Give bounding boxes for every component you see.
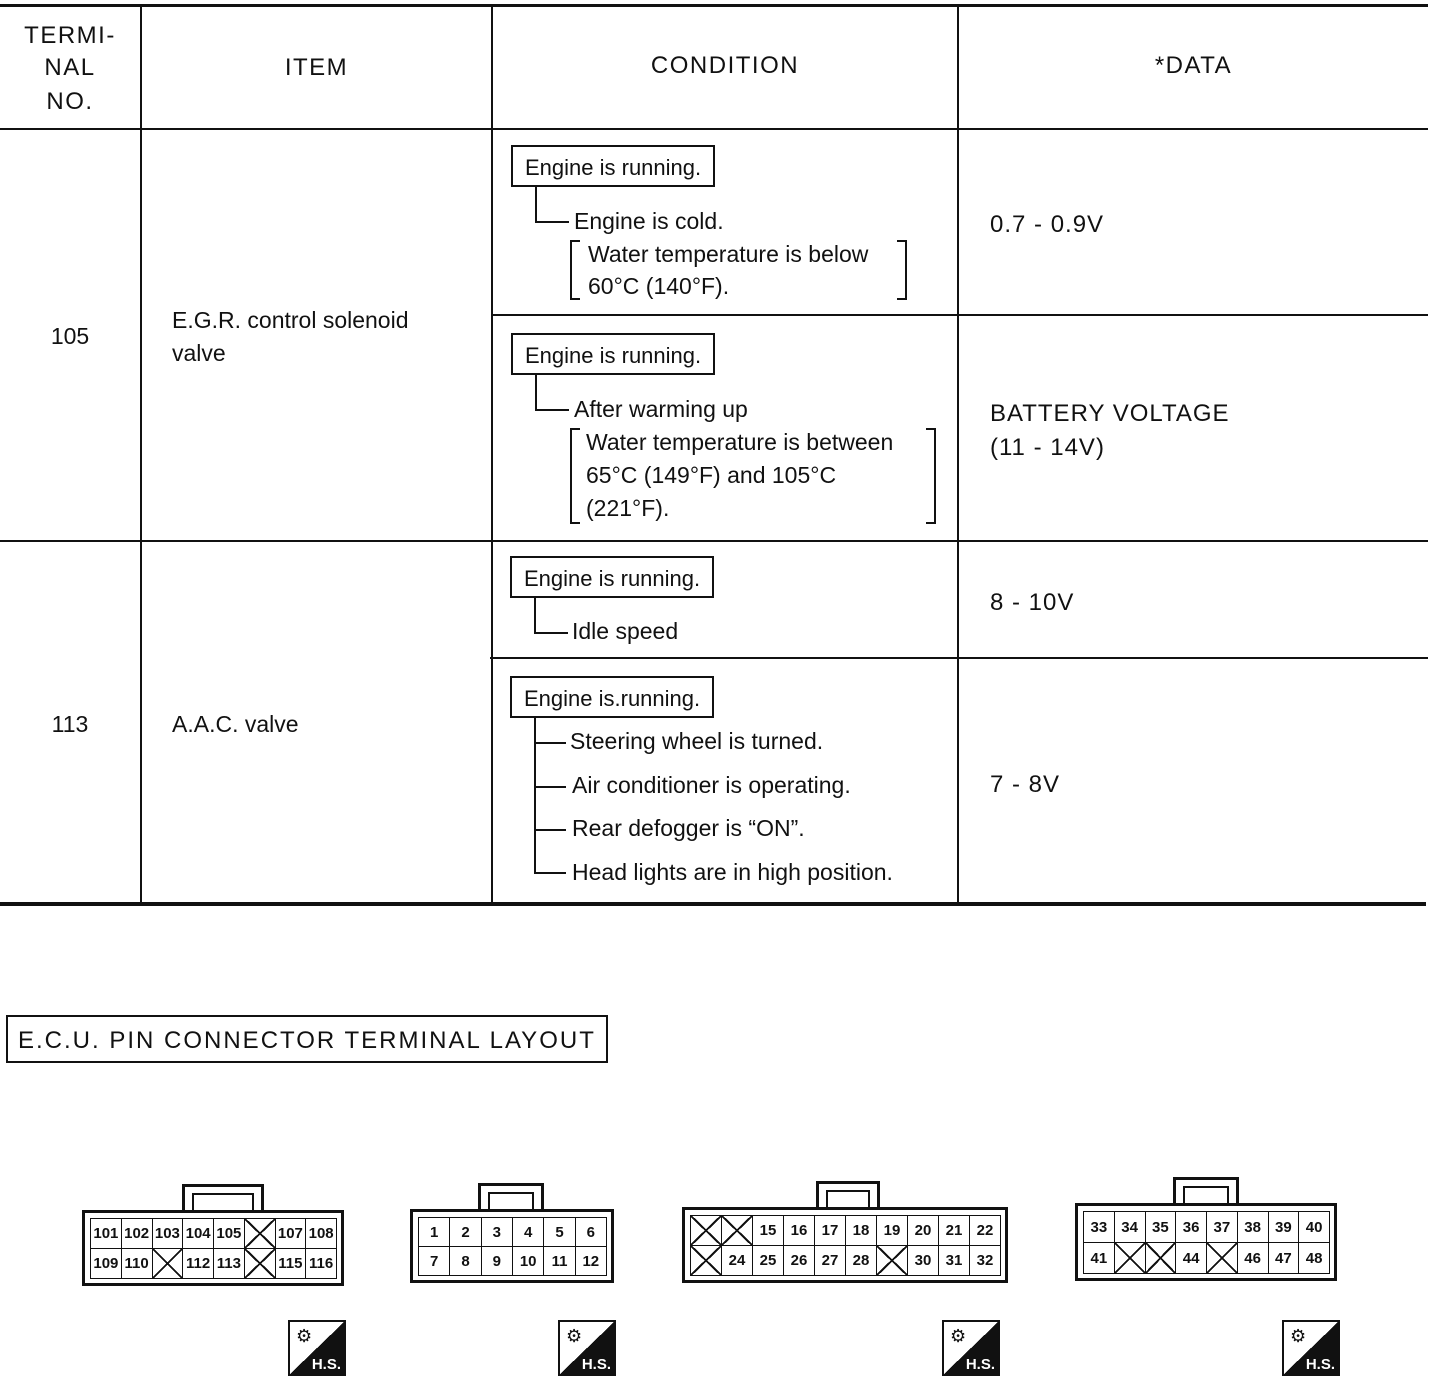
header-terminal-line1: TERMI-: [24, 22, 116, 49]
col-divider-3: [957, 6, 959, 904]
bracket-right: [926, 428, 936, 524]
pin-cell: 104: [182, 1218, 214, 1249]
bracket-line: 60°C (140°F).: [588, 273, 730, 299]
header-item: ITEM: [284, 54, 349, 81]
hs-label: H.S.: [965, 1356, 995, 1373]
pin-cell: 103: [152, 1218, 184, 1249]
tree-branch-line: [534, 742, 566, 744]
empty-pin-cell: [152, 1248, 184, 1279]
pin-cell: 39: [1268, 1211, 1300, 1243]
bracket-line: Water temperature is below: [588, 241, 869, 267]
condition-box: Engine is running.: [511, 333, 715, 375]
bracket-left: [570, 240, 580, 300]
pin-cell: 37: [1206, 1211, 1238, 1243]
terminal-105: 105: [50, 323, 90, 349]
pin-cell: 6: [575, 1217, 607, 1247]
data-value: 7 - 8V: [990, 771, 1061, 798]
hs-label: H.S.: [581, 1356, 611, 1373]
pin-cell: 33: [1083, 1211, 1115, 1243]
pin-cell: 7: [418, 1246, 450, 1276]
hs-badge: [288, 1320, 346, 1376]
pin-cell: 48: [1298, 1242, 1330, 1274]
tree-branch-line: [534, 632, 568, 634]
table-top-rule: [0, 4, 1428, 7]
pin-cell: 109: [90, 1248, 122, 1279]
empty-pin-cell: [876, 1245, 908, 1276]
table-bottom-rule: [0, 902, 1426, 906]
pin-cell: 26: [783, 1245, 815, 1276]
empty-pin-cell: [244, 1248, 276, 1279]
pin-cell: 2: [449, 1217, 481, 1247]
pin-cell: 8: [449, 1246, 481, 1276]
hs-badge: [942, 1320, 1000, 1376]
pin-cell: 112: [182, 1248, 214, 1279]
tree-branch-line: [535, 409, 569, 411]
header-data: *DATA: [1154, 52, 1233, 79]
pin-cell: 28: [845, 1245, 877, 1276]
pin-cell: 102: [121, 1218, 153, 1249]
data-value: 0.7 - 0.9V: [990, 211, 1105, 238]
connector-latch: [478, 1183, 544, 1212]
pin-cell: 21: [938, 1215, 970, 1246]
bracket-left: [570, 428, 580, 524]
branch-engine-cold: Engine is cold.: [574, 208, 724, 234]
ecu-connector: [1075, 1203, 1337, 1281]
empty-pin-cell: [690, 1245, 722, 1276]
pin-cell: 27: [814, 1245, 846, 1276]
pin-cell: 25: [752, 1245, 784, 1276]
row105-split-rule: [492, 314, 1428, 316]
condition-box: Engine is.running.: [510, 676, 714, 718]
connector-icon: ⚙: [1290, 1326, 1307, 1346]
hs-badge: [1282, 1320, 1340, 1376]
bracket-line: 65°C (149°F) and 105°C: [586, 462, 837, 488]
branch-after-warming: After warming up: [574, 396, 748, 422]
pin-cell: 116: [305, 1248, 337, 1279]
empty-pin-cell: [1114, 1242, 1146, 1274]
data-value: 8 - 10V: [990, 589, 1075, 616]
tree-branch-line: [534, 872, 566, 874]
pin-cell: 38: [1237, 1211, 1269, 1243]
pin-cell: 34: [1114, 1211, 1146, 1243]
header-terminal-line3: NO.: [46, 88, 94, 115]
pin-cell: 9: [481, 1246, 513, 1276]
pin-cell: 41: [1083, 1242, 1115, 1274]
pin-cell: 20: [907, 1215, 939, 1246]
connector-icon: ⚙: [950, 1326, 967, 1346]
branch-headlights: Head lights are in high position.: [572, 859, 893, 885]
pin-cell: 108: [305, 1218, 337, 1249]
connector-latch: [1173, 1177, 1239, 1206]
row113-split-rule: [490, 657, 1428, 659]
item-egr-line1: E.G.R. control solenoid: [172, 307, 409, 333]
condition-box: Engine is running.: [511, 145, 715, 187]
ecu-connector: [410, 1209, 614, 1283]
branch-steering: Steering wheel is turned.: [570, 728, 824, 754]
condition-box: Engine is running.: [510, 556, 714, 598]
bracket-line: Water temperature is between: [586, 429, 894, 455]
row-divider-rule: [0, 540, 1428, 542]
tree-branch-line: [534, 598, 536, 634]
hs-badge: [558, 1320, 616, 1376]
connector-icon: ⚙: [296, 1326, 313, 1346]
item-aac-valve: A.A.C. valve: [172, 711, 299, 737]
pin-cell: 46: [1237, 1242, 1269, 1274]
pin-cell: 22: [969, 1215, 1001, 1246]
pin-cell: 36: [1175, 1211, 1207, 1243]
pin-cell: 17: [814, 1215, 846, 1246]
pin-cell: 44: [1175, 1242, 1207, 1274]
connector-icon: ⚙: [566, 1326, 583, 1346]
pin-cell: 19: [876, 1215, 908, 1246]
pin-cell: 3: [481, 1217, 513, 1247]
empty-pin-cell: [1145, 1242, 1177, 1274]
pin-cell: 24: [721, 1245, 753, 1276]
empty-pin-cell: [690, 1215, 722, 1246]
pin-cell: 40: [1298, 1211, 1330, 1243]
pin-cell: 18: [845, 1215, 877, 1246]
empty-pin-cell: [1206, 1242, 1238, 1274]
pin-cell: 31: [938, 1245, 970, 1276]
pin-cell: 16: [783, 1215, 815, 1246]
pin-cell: 1: [418, 1217, 450, 1247]
ecu-connector: [82, 1210, 344, 1286]
pin-cell: 105: [213, 1218, 245, 1249]
data-value: BATTERY VOLTAGE: [990, 400, 1230, 427]
pin-cell: 11: [543, 1246, 575, 1276]
branch-defogger: Rear defogger is “ON”.: [572, 815, 805, 841]
hs-label: H.S.: [311, 1356, 341, 1373]
col-divider-1: [140, 6, 142, 904]
pin-cell: 101: [90, 1218, 122, 1249]
header-condition: CONDITION: [650, 52, 800, 79]
pin-cell: 47: [1268, 1242, 1300, 1274]
pin-cell: 30: [907, 1245, 939, 1276]
pin-cell: 10: [512, 1246, 544, 1276]
pin-cell: 35: [1145, 1211, 1177, 1243]
branch-aircon: Air conditioner is operating.: [572, 772, 851, 798]
empty-pin-cell: [244, 1218, 276, 1249]
connector-latch: [816, 1181, 880, 1210]
tree-branch-line: [535, 221, 569, 223]
empty-pin-cell: [721, 1215, 753, 1246]
pin-cell: 15: [752, 1215, 784, 1246]
bracket-line: (221°F).: [586, 495, 670, 521]
pin-cell: 32: [969, 1245, 1001, 1276]
branch-idle-speed: Idle speed: [572, 618, 679, 644]
pin-cell: 12: [575, 1246, 607, 1276]
tree-branch-line: [535, 187, 537, 223]
pin-cell: 110: [121, 1248, 153, 1279]
terminal-113: 113: [51, 711, 89, 737]
header-terminal-line2: NAL: [44, 54, 96, 81]
ecu-connector: [682, 1207, 1008, 1283]
bracket-right: [897, 240, 907, 300]
header-bottom-rule: [0, 128, 1428, 130]
tree-branch-line: [534, 829, 566, 831]
pin-cell: 4: [512, 1217, 544, 1247]
col-divider-2: [491, 6, 493, 904]
pin-cell: 115: [275, 1248, 307, 1279]
hs-label: H.S.: [1305, 1356, 1335, 1373]
pin-cell: 5: [543, 1217, 575, 1247]
tree-branch-line: [535, 375, 537, 411]
layout-title: E.C.U. PIN CONNECTOR TERMINAL LAYOUT: [6, 1015, 608, 1063]
data-value: (11 - 14V): [990, 434, 1105, 461]
pin-cell: 113: [213, 1248, 245, 1279]
connector-latch: [182, 1184, 264, 1213]
pin-cell: 107: [275, 1218, 307, 1249]
tree-branch-line: [534, 786, 566, 788]
item-egr-line2: valve: [172, 340, 226, 366]
